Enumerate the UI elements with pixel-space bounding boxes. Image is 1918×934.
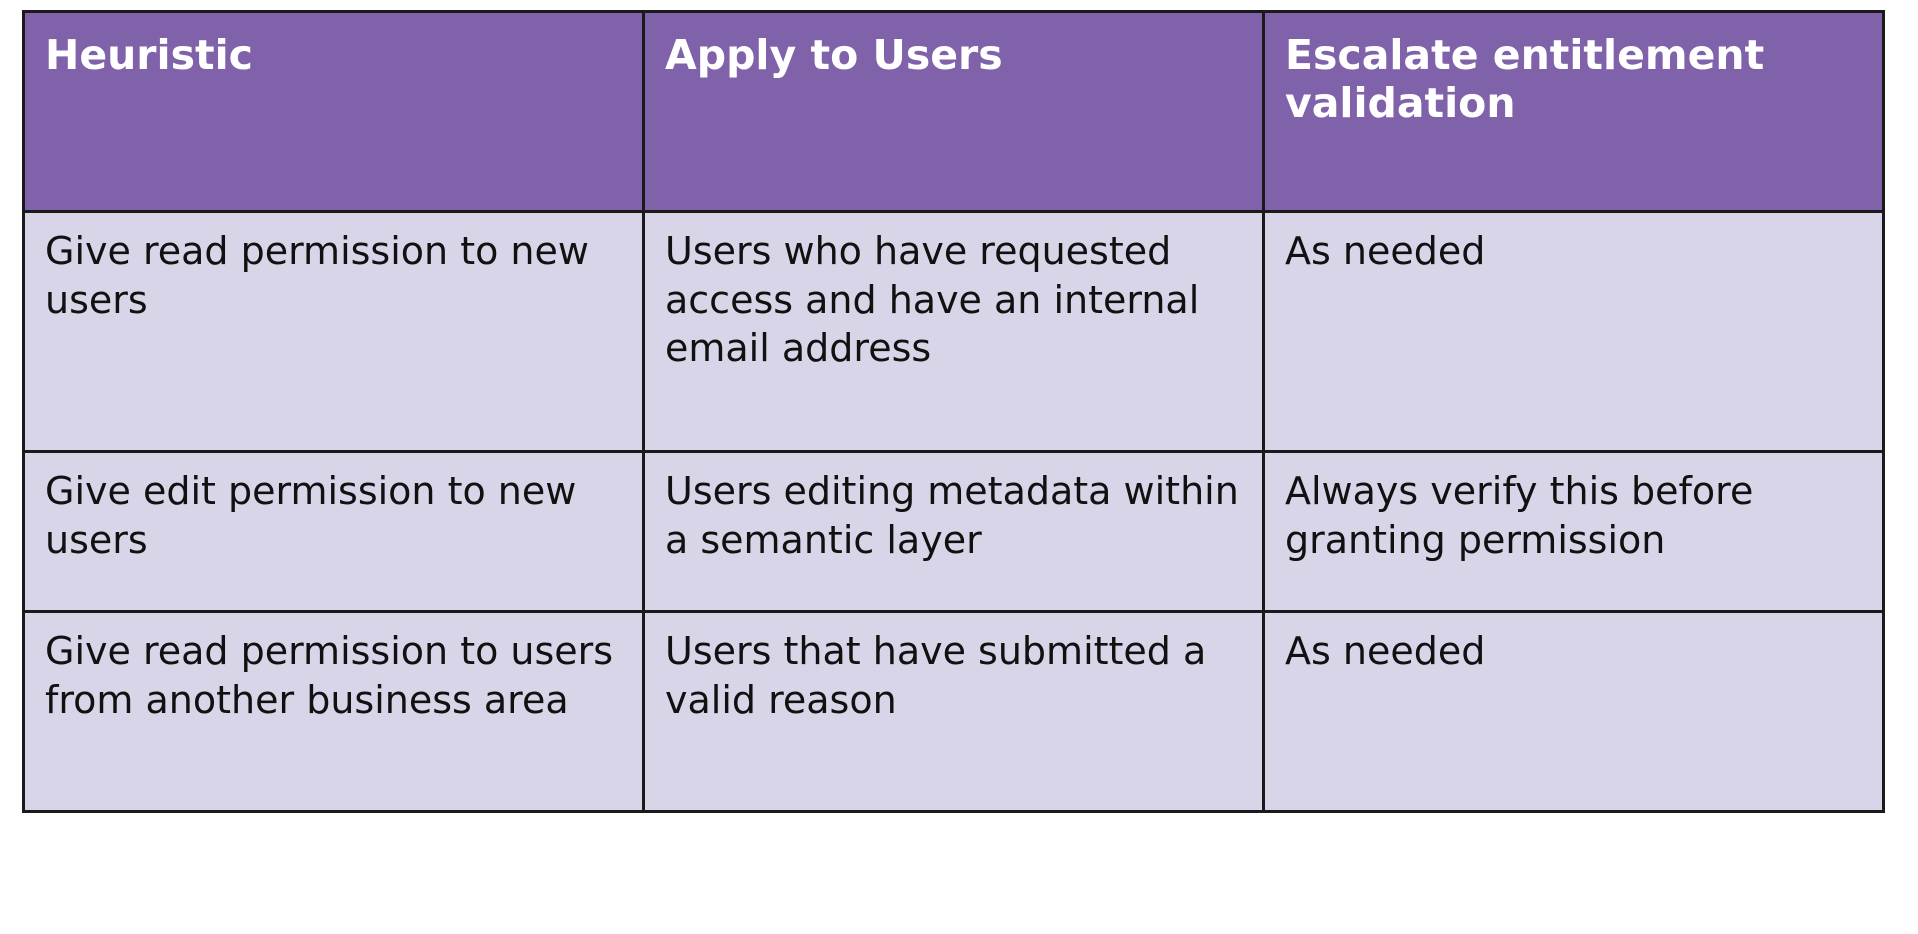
cell-escalate-entitlement-validation: Always verify this before granting permission bbox=[1264, 452, 1884, 612]
column-header-heuristic: Heuristic bbox=[24, 12, 644, 212]
heuristics-table bbox=[22, 10, 1885, 813]
table-row bbox=[24, 212, 1884, 452]
cell-apply-to-users: Users editing metadata within a semantic layer bbox=[644, 452, 1264, 612]
cell-escalate-entitlement-validation: As needed bbox=[1264, 612, 1884, 812]
cell-heuristic: Give read permission to new users bbox=[24, 212, 644, 452]
cell-heuristic: Give read permission to users from another business area bbox=[24, 612, 644, 812]
column-header-apply-to-users: Apply to Users bbox=[644, 12, 1264, 212]
table-row bbox=[24, 452, 1884, 612]
cell-escalate-entitlement-validation: As needed bbox=[1264, 212, 1884, 452]
cell-apply-to-users: Users who have requested access and have an internal email address bbox=[644, 212, 1264, 452]
table-body bbox=[24, 212, 1884, 812]
table-row bbox=[24, 612, 1884, 812]
column-header-escalate-entitlement-validation: Escalate entitlement validation bbox=[1264, 12, 1884, 212]
table-header-row bbox=[24, 12, 1884, 212]
table-header bbox=[24, 12, 1884, 212]
heuristics-table-container bbox=[22, 10, 1882, 813]
cell-heuristic: Give edit permission to new users bbox=[24, 452, 644, 612]
cell-apply-to-users: Users that have submitted a valid reason bbox=[644, 612, 1264, 812]
